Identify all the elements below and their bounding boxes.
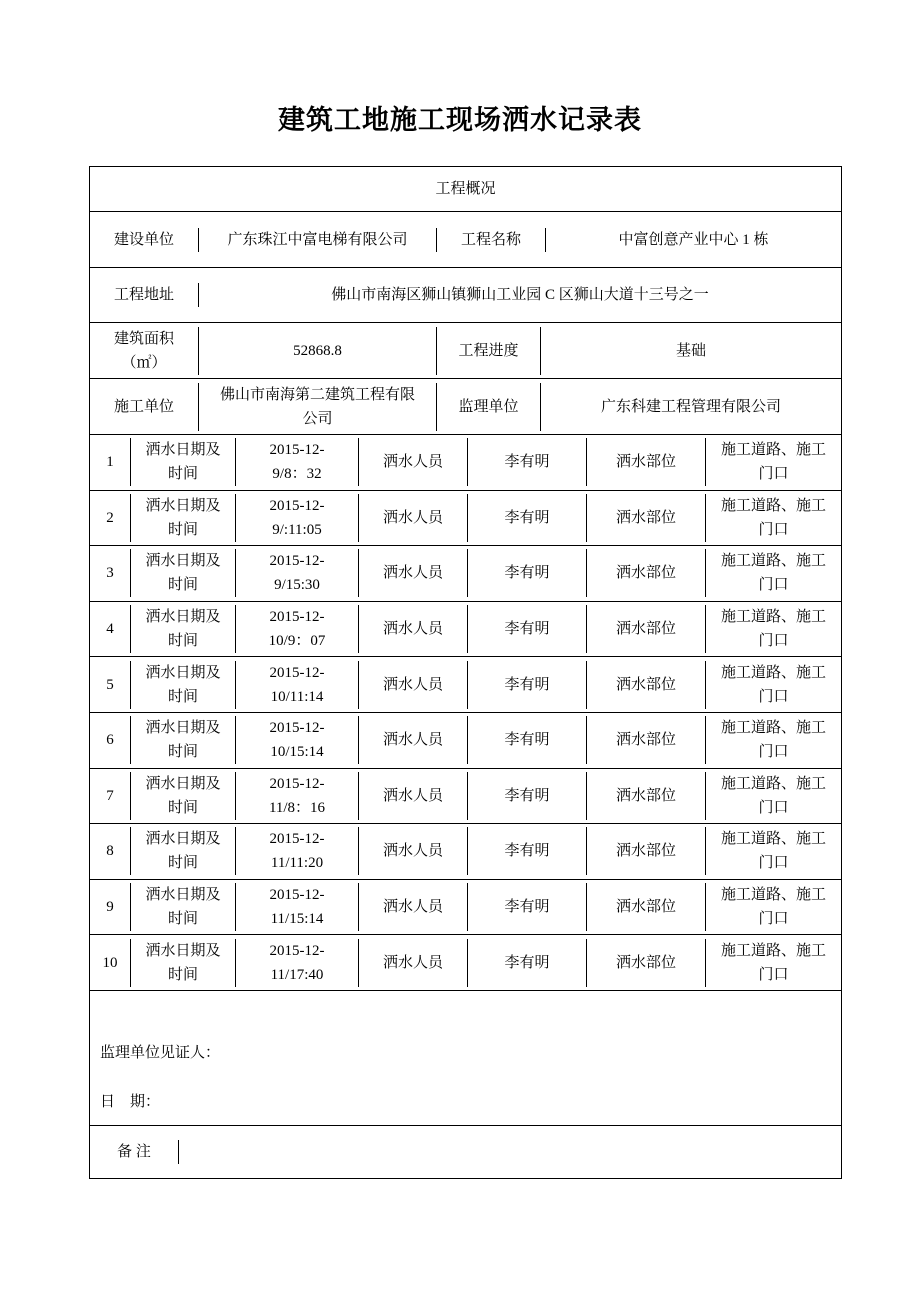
record-date-value: 2015-12- 9/15:30 [236, 549, 359, 597]
record-person-value: 李有明 [468, 827, 587, 875]
record-number: 10 [90, 939, 131, 987]
construction-unit-label: 施工单位 [90, 383, 199, 431]
record-number: 3 [90, 549, 131, 597]
record-row [90, 657, 842, 713]
record-person-label: 洒水人员 [359, 716, 468, 764]
record-number: 4 [90, 605, 131, 653]
record-date-value: 2015-12- 10/15:14 [236, 716, 359, 764]
record-person-value: 李有明 [468, 716, 587, 764]
record-number: 6 [90, 716, 131, 764]
record-date-value: 2015-12- 10/11:14 [236, 661, 359, 709]
record-person-label: 洒水人员 [359, 605, 468, 653]
record-person-label: 洒水人员 [359, 549, 468, 597]
construction-unit-value: 佛山市南海第二建筑工程有限 公司 [199, 383, 437, 431]
record-area-label: 洒水部位 [587, 494, 706, 542]
record-person-label: 洒水人员 [359, 661, 468, 709]
address-value: 佛山市南海区狮山镇狮山工业园 C 区狮山大道十三号之一 [199, 283, 842, 307]
record-area-label: 洒水部位 [587, 716, 706, 764]
record-date-value: 2015-12- 11/15:14 [236, 883, 359, 931]
record-row [90, 601, 842, 657]
record-number: 5 [90, 661, 131, 709]
record-person-label: 洒水人员 [359, 438, 468, 486]
record-date-value: 2015-12- 10/9：07 [236, 605, 359, 653]
record-number: 8 [90, 827, 131, 875]
record-row [90, 935, 842, 991]
record-date-label: 洒水日期及 时间 [131, 716, 236, 764]
record-person-label: 洒水人员 [359, 883, 468, 931]
signature-block [90, 990, 842, 1125]
record-row [90, 712, 842, 768]
record-number: 7 [90, 772, 131, 820]
record-date-label: 洒水日期及 时间 [131, 494, 236, 542]
record-date-label: 洒水日期及 时间 [131, 661, 236, 709]
record-date-label: 洒水日期及 时间 [131, 827, 236, 875]
overview-heading: 工程概况 [90, 167, 842, 212]
record-date-label: 洒水日期及 时间 [131, 549, 236, 597]
project-name-value: 中富创意产业中心 1 栋 [546, 228, 842, 252]
record-table [89, 166, 842, 1179]
record-area-value: 施工道路、施工 门口 [706, 827, 842, 875]
record-date-value: 2015-12- 9/8：32 [236, 438, 359, 486]
record-person-value: 李有明 [468, 661, 587, 709]
record-area-value: 施工道路、施工 门口 [706, 661, 842, 709]
record-row [90, 768, 842, 824]
record-area-value: 施工道路、施工 门口 [706, 772, 842, 820]
remark-value [179, 1140, 842, 1164]
document-title: 建筑工地施工现场洒水记录表 [278, 105, 642, 135]
record-area-label: 洒水部位 [587, 549, 706, 597]
record-area-label: 洒水部位 [587, 605, 706, 653]
record-person-label: 洒水人员 [359, 827, 468, 875]
record-area-label: 洒水部位 [587, 939, 706, 987]
record-date-value: 2015-12- 9/:11:05 [236, 494, 359, 542]
record-person-label: 洒水人员 [359, 939, 468, 987]
record-number: 1 [90, 438, 131, 486]
record-date-value: 2015-12- 11/11:20 [236, 827, 359, 875]
record-date-value: 2015-12- 11/17:40 [236, 939, 359, 987]
record-number: 9 [90, 883, 131, 931]
record-area-label: 洒水部位 [587, 438, 706, 486]
record-area-value: 施工道路、施工 门口 [706, 494, 842, 542]
record-row [90, 879, 842, 935]
supervision-unit-value: 广东科建工程管理有限公司 [541, 383, 842, 431]
record-area-value: 施工道路、施工 门口 [706, 438, 842, 486]
record-date-label: 洒水日期及 时间 [131, 438, 236, 486]
record-area-label: 洒水部位 [587, 772, 706, 820]
record-area-label: 洒水部位 [587, 661, 706, 709]
record-area-label: 洒水部位 [587, 883, 706, 931]
address-label: 工程地址 [90, 283, 199, 307]
project-name-label: 工程名称 [437, 228, 546, 252]
build-unit-value: 广东珠江中富电梯有限公司 [199, 228, 437, 252]
record-row [90, 546, 842, 602]
record-area-label: 洒水部位 [587, 827, 706, 875]
record-person-value: 李有明 [468, 494, 587, 542]
record-person-value: 李有明 [468, 549, 587, 597]
record-date-label: 洒水日期及 时间 [131, 772, 236, 820]
supervision-unit-label: 监理单位 [437, 383, 541, 431]
record-area-value: 施工道路、施工 门口 [706, 549, 842, 597]
record-date-label: 洒水日期及 时间 [131, 883, 236, 931]
record-date-value: 2015-12- 11/8：16 [236, 772, 359, 820]
record-row [90, 490, 842, 546]
record-row [90, 435, 842, 491]
record-area-value: 施工道路、施工 门口 [706, 605, 842, 653]
record-person-value: 李有明 [468, 883, 587, 931]
area-value: 52868.8 [199, 327, 437, 375]
record-person-label: 洒水人员 [359, 772, 468, 820]
record-date-label: 洒水日期及 时间 [131, 939, 236, 987]
record-date-label: 洒水日期及 时间 [131, 605, 236, 653]
record-area-value: 施工道路、施工 门口 [706, 883, 842, 931]
record-person-value: 李有明 [468, 772, 587, 820]
record-area-value: 施工道路、施工 门口 [706, 939, 842, 987]
record-person-value: 李有明 [468, 438, 587, 486]
progress-value: 基础 [541, 327, 842, 375]
record-person-value: 李有明 [468, 939, 587, 987]
record-person-value: 李有明 [468, 605, 587, 653]
record-person-label: 洒水人员 [359, 494, 468, 542]
build-unit-label: 建设单位 [90, 228, 199, 252]
record-area-value: 施工道路、施工 门口 [706, 716, 842, 764]
sign-date-label: 日 期： [100, 1093, 161, 1110]
area-label: 建筑面积 （㎡） [90, 327, 199, 375]
record-number: 2 [90, 494, 131, 542]
progress-label: 工程进度 [437, 327, 541, 375]
witness-label: 监理单位见证人： [100, 1044, 221, 1061]
remark-label: 备 注 [90, 1140, 179, 1164]
record-row [90, 824, 842, 880]
